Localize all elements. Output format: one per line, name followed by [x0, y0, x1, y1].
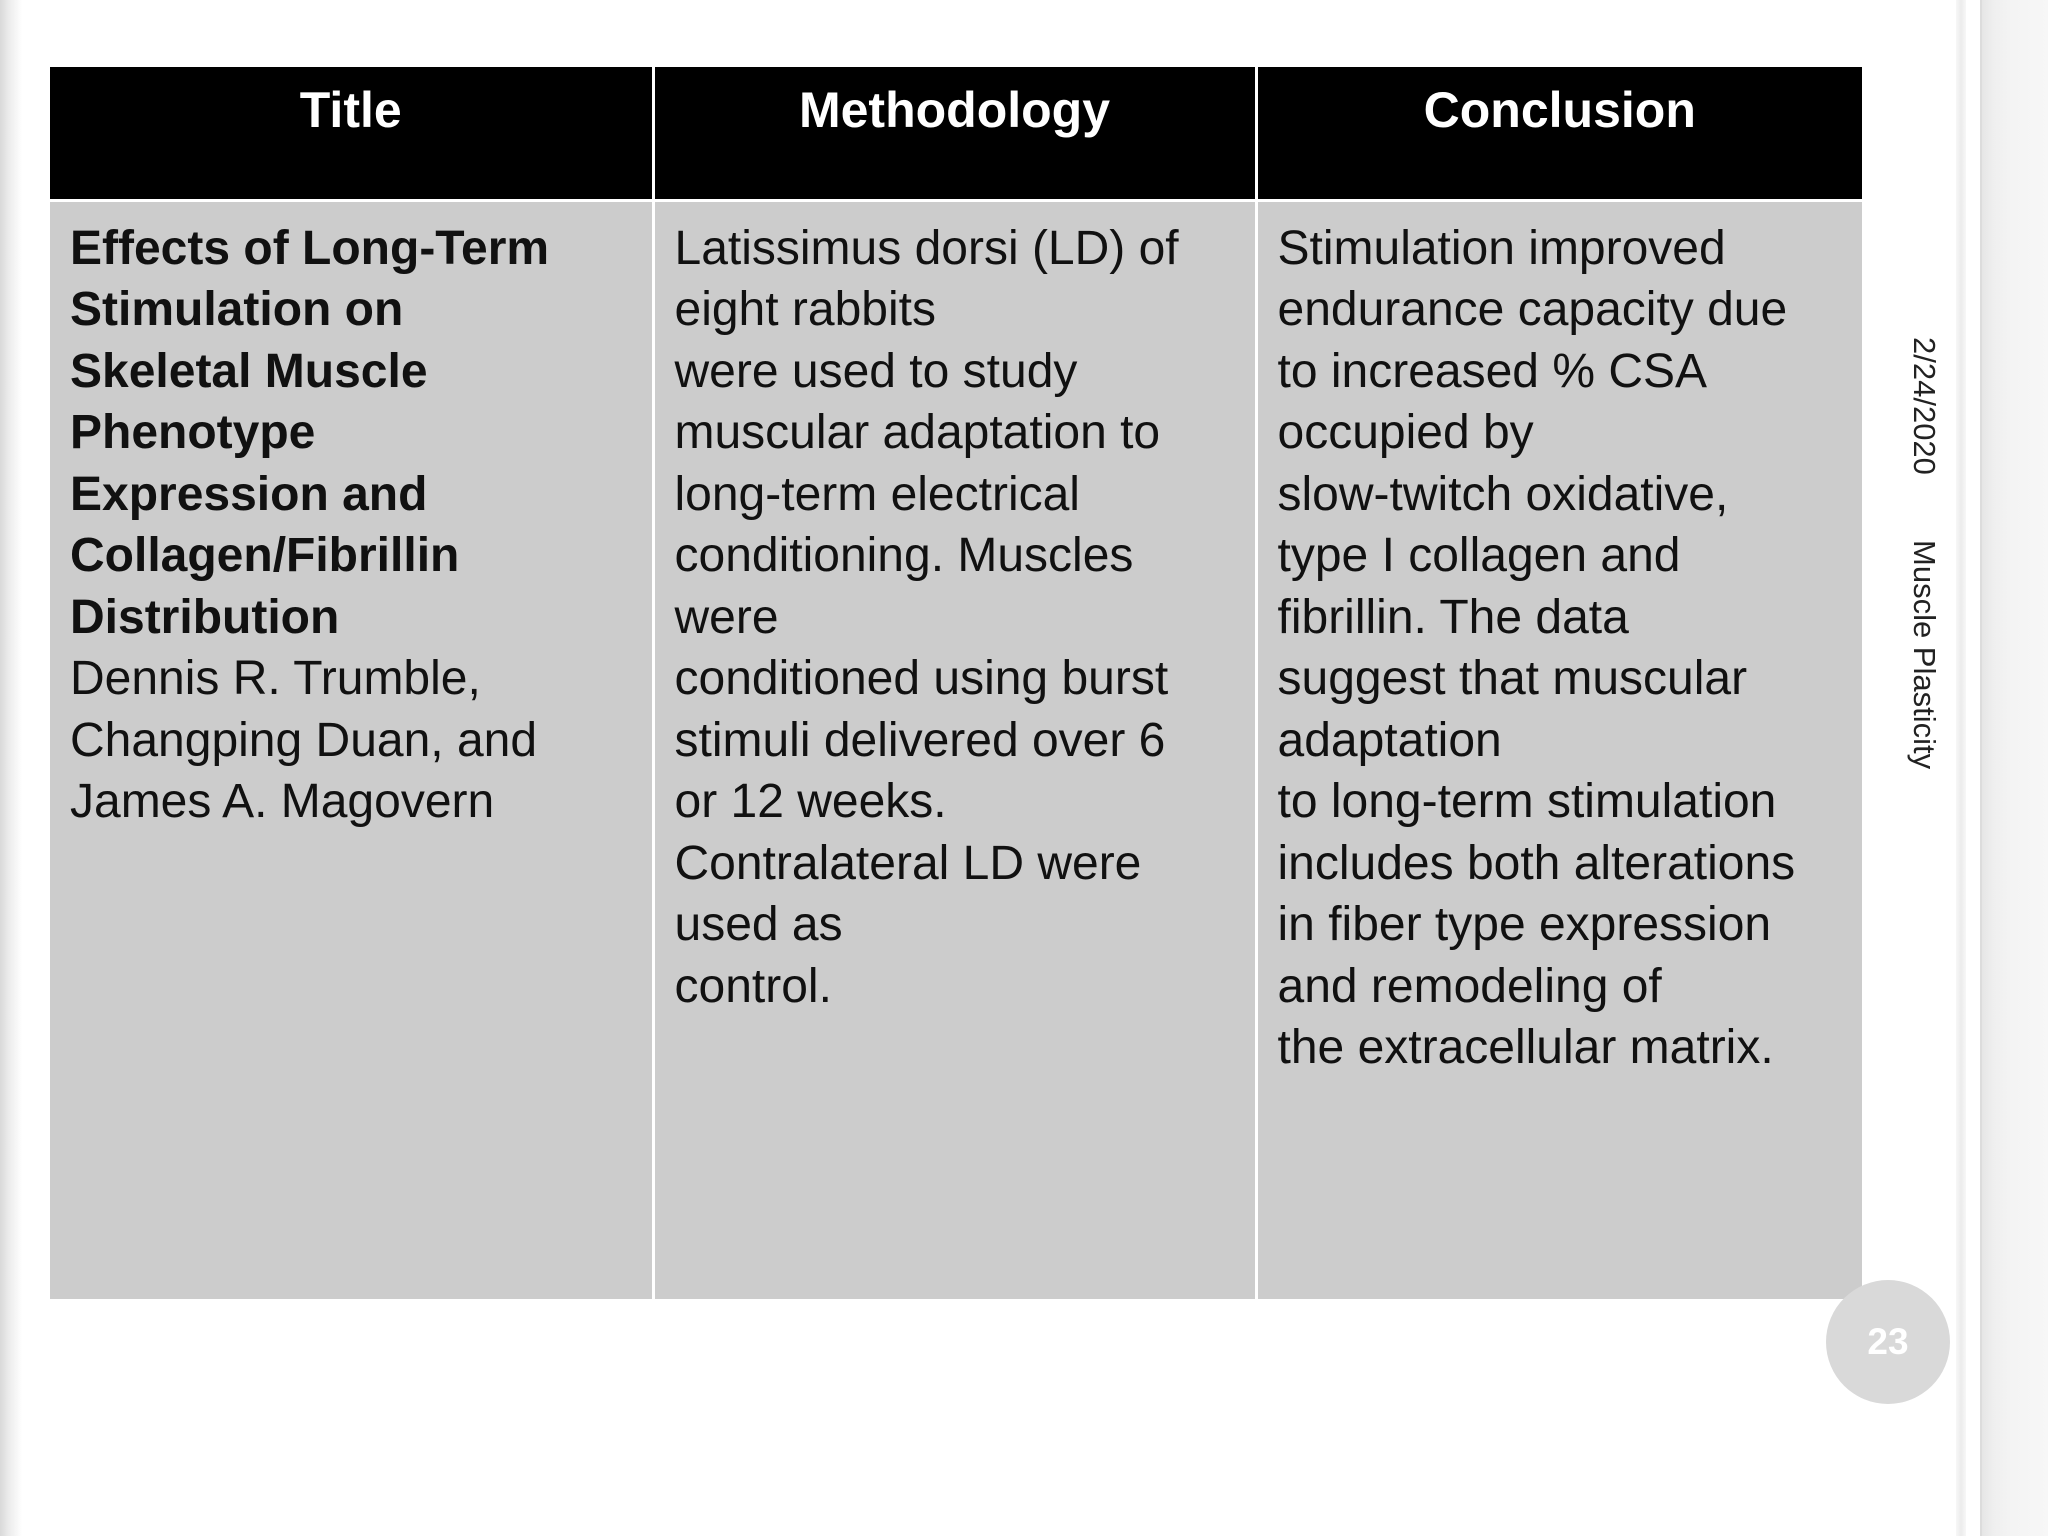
conclusion-cell	[1256, 200, 1862, 1299]
table-header-row	[50, 67, 1862, 200]
paper-authors-line: Dennis R. Trumble,	[70, 652, 481, 705]
methodology-line: Latissimus dorsi (LD) of	[674, 221, 1179, 275]
conclusion-line: endurance capacity due	[1277, 283, 1788, 336]
conclusion-line: suggest that muscular	[1277, 652, 1748, 705]
methodology-line: muscular adaptation to	[674, 406, 1161, 459]
title-cell	[50, 200, 653, 1299]
header-title: Title	[50, 67, 653, 200]
page-number-badge	[1826, 1280, 1950, 1404]
right-decorative-panel	[1982, 0, 2048, 1536]
header-methodology: Methodology	[653, 67, 1256, 200]
methodology-cell	[653, 200, 1256, 1299]
paper-title-line: Effects of Long-Term	[70, 221, 550, 275]
paper-title-line: Collagen/Fibrillin	[70, 529, 460, 582]
right-decorative-band	[1956, 0, 1966, 1536]
methodology-line: conditioning. Muscles	[674, 529, 1134, 582]
conclusion-line: adaptation	[1277, 713, 1502, 767]
conclusion-line: in fiber type expression	[1277, 898, 1772, 951]
sidebar-date: 2/24/2020	[1907, 337, 1942, 475]
methodology-line: eight rabbits	[674, 283, 936, 336]
methodology-line: stimuli delivered over 6	[674, 713, 1166, 767]
header-conclusion: Conclusion	[1256, 67, 1862, 200]
methodology-line: control.	[674, 959, 832, 1013]
methodology-line: Contralateral LD were	[674, 836, 1142, 890]
conclusion-line: to long-term stimulation	[1277, 775, 1777, 828]
conclusion-line: type I collagen and	[1277, 529, 1681, 582]
paper-title-line: Expression and	[70, 467, 428, 521]
paper-authors-line: Changping Duan, and	[70, 713, 538, 767]
conclusion-line: fibrillin. The data	[1277, 590, 1629, 644]
sidebar-course-title: Muscle Plasticity	[1907, 540, 1942, 770]
methodology-line: were used to study	[674, 344, 1078, 398]
paper-authors-line: James A. Magovern	[70, 775, 495, 828]
conclusion-line: the extracellular matrix.	[1277, 1021, 1774, 1074]
paper-title-line: Skeletal Muscle	[70, 344, 428, 398]
page-number: 23	[1867, 1321, 1909, 1362]
summary-table	[50, 67, 1862, 1299]
conclusion-line: includes both alterations	[1277, 836, 1796, 890]
table-row	[50, 200, 1862, 1299]
conclusion-line: and remodeling of	[1277, 959, 1662, 1013]
methodology-line: or 12 weeks.	[674, 775, 947, 828]
conclusion-line: Stimulation improved	[1277, 221, 1726, 275]
paper-title-line: Stimulation on	[70, 283, 404, 336]
methodology-line: long-term electrical	[674, 467, 1080, 521]
methodology-line: were	[674, 590, 779, 644]
conclusion-line: to increased % CSA	[1277, 344, 1708, 398]
paper-title-line: Distribution	[70, 590, 340, 644]
left-edge-shadow	[0, 0, 22, 1536]
conclusion-line: slow-twitch oxidative,	[1277, 467, 1729, 521]
methodology-line: conditioned using burst	[674, 652, 1169, 705]
paper-title-line: Phenotype	[70, 406, 316, 459]
conclusion-line: occupied by	[1277, 406, 1534, 459]
methodology-line: used as	[674, 898, 843, 951]
